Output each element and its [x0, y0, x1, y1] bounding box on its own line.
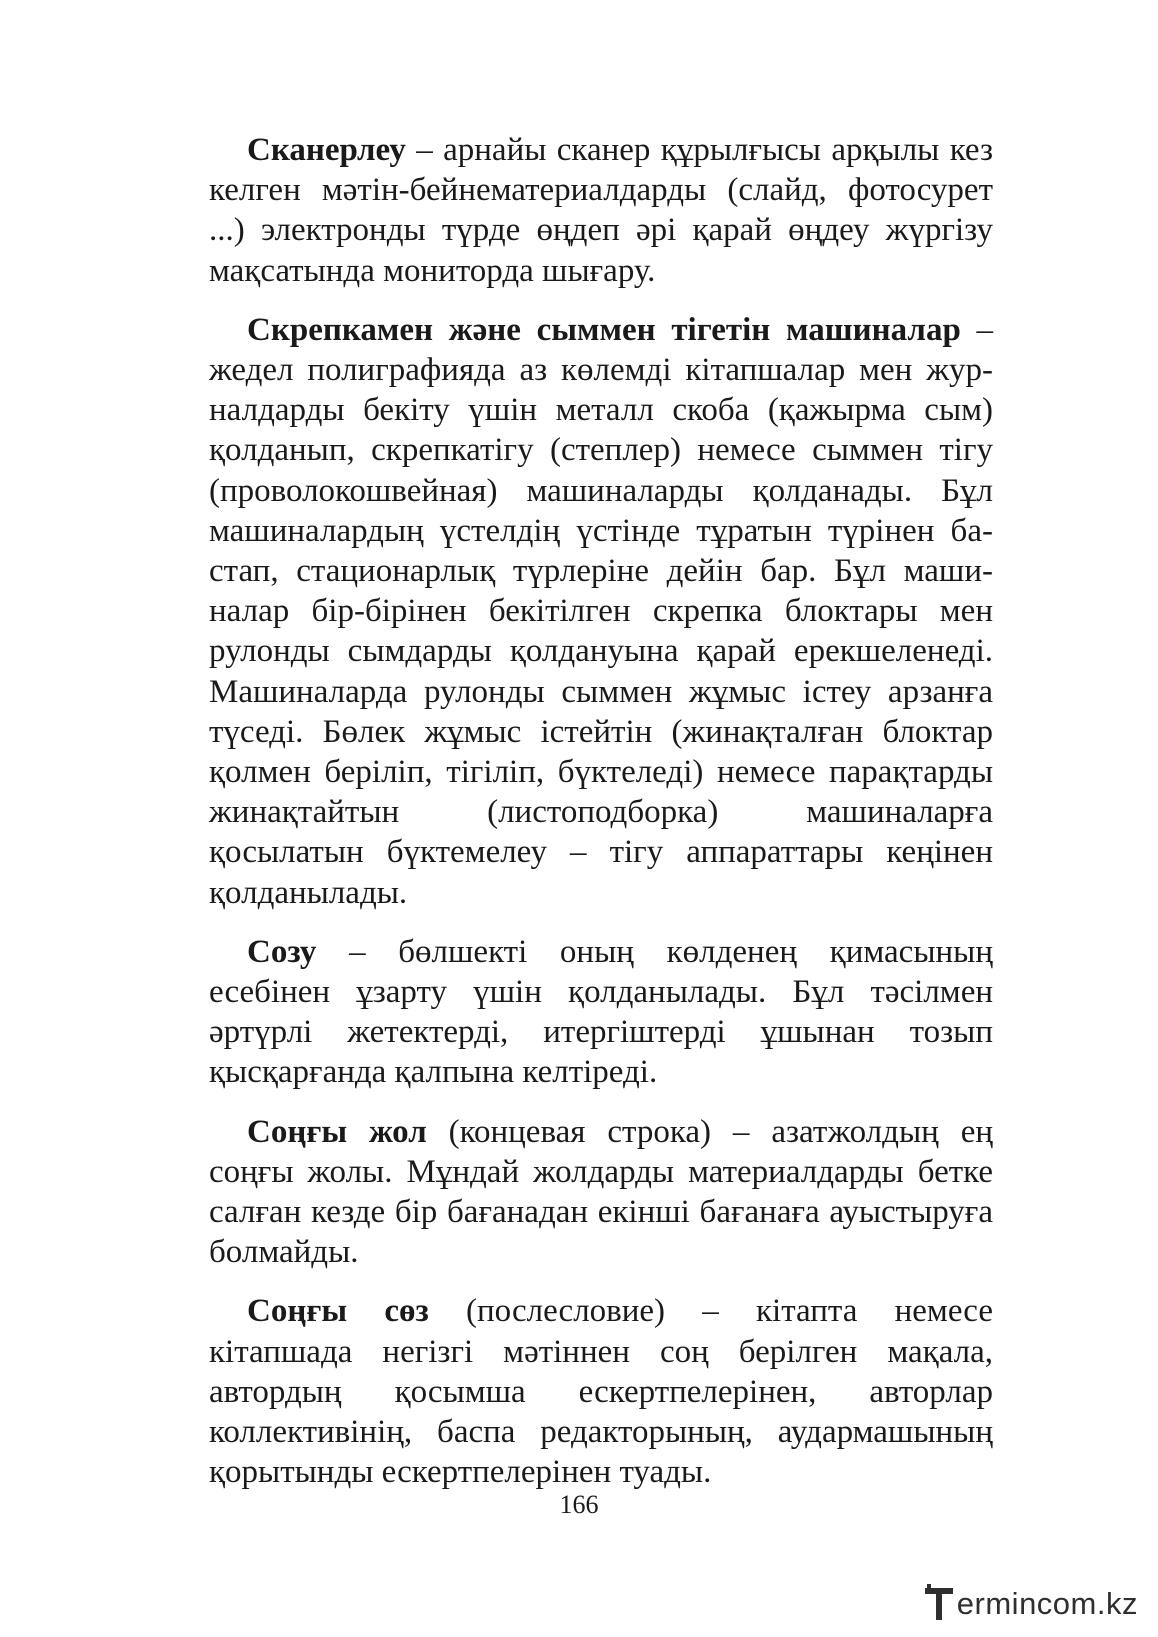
entry-term: Сканерлеу: [247, 132, 406, 168]
glossary-entry: [209, 130, 993, 291]
entry-definition: (концевая строка) – азатжолдың ең соңғы жолы. Мұндай жолдарды материалдарды бетке салған кезде бір бағанадан екінші бағанаға ауыстыруға болмайды.: [209, 1113, 994, 1271]
entry-term: Соңғы сөз: [247, 1293, 429, 1330]
site-watermark: [925, 1580, 1138, 1628]
entry-definition: (послесловие) – кітапта немесе кітапшада негізгі мәтіннен соң берілген мақала, автордың қосымша ескертпелерінен, авторлар коллективінің, баспа редакторының, аудармашының қорытынды ескертпелерінен туады.: [209, 1293, 993, 1491]
entry-term: Созу: [247, 933, 317, 970]
entry-term: Скрепкамен және сыммен тігетін машиналар: [247, 311, 961, 348]
entry-definition: – жедел полиграфияда аз көлемді кітапшалар мен журналдарды бекіту үшін металл скоба (қажырма сым) қолданып, скрепкатігу (степлер) немесе сыммен тігу (проволокошвейная) машиналарды қолданады. Бұл машиналардың үстелдің үстінде тұратын түрінен бастап, стационарлық түрлеріне дейін бар. Бұл машиналар бір-бірінен бекітілген скрепка блоктары мен рулонды сымдарды қолдануына қарай ерекшеленеді. Машиналарда рулонды сыммен жұмыс істеу арзанға түседі. Бөлек жұмыс істейтін (жинақталған блоктар қолмен беріліп, тігіліп, бүктеледі) немесе парақтарды жинақтайтын (листоподборка) машиналарға қосылатын бүктемелеу – тігу аппараттары кеңінен қолданылады.: [209, 311, 994, 911]
glossary-entry: [209, 1291, 993, 1492]
entry-definition: – арнайы сканер құрылғысы арқылы кез келген мәтін-бейнематериалдарды (слайд, фотосурет ...) электронды түрде өңдеп әрі қарай өңдеу жүргізу мақсатында мониторда шығару.: [209, 132, 993, 289]
page-body: [209, 130, 993, 1512]
page-number: 166: [559, 1490, 599, 1519]
entry-term: Соңғы жол: [247, 1113, 427, 1150]
glossary-entry: [209, 932, 993, 1093]
entry-definition: – бөлшекті оның көлденең қимасының есебінен ұзарту үшін қолданылады. Бұл тәсілмен әртүрлі жетектерді, итергіштерді ұшынан тозып қысқарғанда қалпына келтіреді.: [209, 933, 993, 1091]
glossary-entry: [209, 1112, 993, 1273]
glossary-entry: [209, 310, 993, 913]
terminc-logo-icon: [925, 1584, 955, 1624]
watermark-text: ermincom.kz: [956, 1586, 1138, 1621]
